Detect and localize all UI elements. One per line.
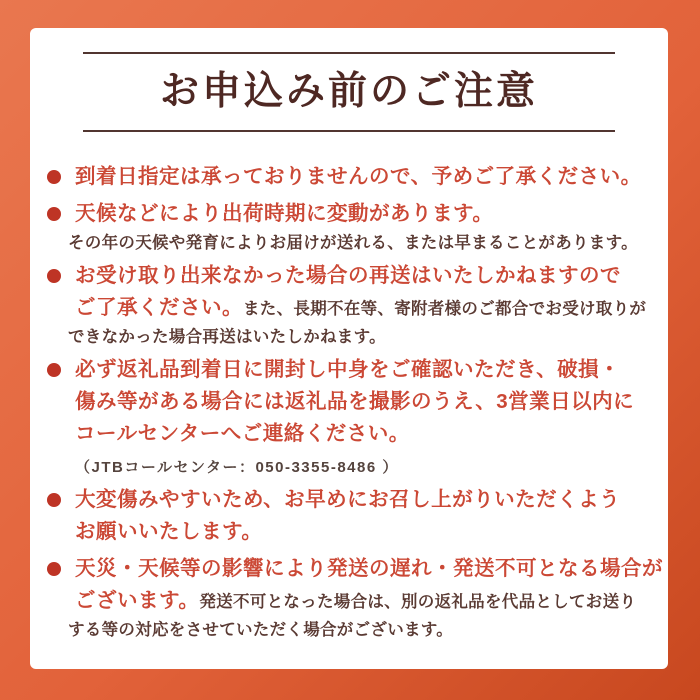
notice-line xyxy=(68,325,646,350)
text-segment: 大変傷みやすいため、お早めにお召し上がりいただくよう xyxy=(75,488,621,511)
notice-line xyxy=(68,618,663,643)
text-segment: また、長期不在等、寄附者様のご都合でお受け取りが xyxy=(243,300,647,318)
notice-line xyxy=(75,586,663,618)
notice-line xyxy=(75,554,663,586)
notice-line xyxy=(75,199,640,231)
notice-panel xyxy=(30,28,668,669)
notice-line xyxy=(75,485,640,517)
text-segment: 傷み等がある場合には返礼品を撮影のうえ、3営業日以内に xyxy=(75,390,635,413)
notice-line xyxy=(75,162,642,194)
text-segment: ご了承ください。 xyxy=(75,296,243,319)
notice-text-block xyxy=(68,554,663,643)
notice-line xyxy=(75,355,640,387)
notice-text-block xyxy=(75,485,640,549)
notice-line xyxy=(75,293,646,325)
notice-item xyxy=(47,261,647,350)
notice-line xyxy=(75,455,640,480)
text-segment: する等の対応をさせていただく場合がございます。 xyxy=(68,621,454,639)
notice-item xyxy=(47,162,640,194)
text-segment: できなかった場合再送はいたしかねます。 xyxy=(68,328,386,346)
text-segment: ございます。 xyxy=(75,589,200,612)
notice-item xyxy=(47,485,640,549)
text-segment: 発送不可となった場合は、別の返礼品を代品としてお送り xyxy=(199,593,637,611)
notice-text-block xyxy=(68,199,640,256)
text-segment: 天災・天候等の影響により発送の遅れ・発送不可となる場合が xyxy=(75,557,663,580)
bullet-icon xyxy=(47,170,61,184)
bullet-icon xyxy=(47,363,61,377)
bullet-icon xyxy=(47,562,61,576)
text-segment: （JTBコールセンター：050-3355-8486 ） xyxy=(75,459,399,476)
page-title: お申込み前のご注意 xyxy=(159,70,538,113)
bullet-icon xyxy=(47,493,61,507)
notice-line xyxy=(75,419,640,451)
bullet-icon xyxy=(47,207,61,221)
notice-item xyxy=(47,199,640,256)
notice-line xyxy=(75,261,646,293)
notice-text-block xyxy=(68,261,647,350)
text-segment: お願いいたします。 xyxy=(75,520,263,543)
text-segment: お受け取り出来なかった場合の再送はいたしかねますので xyxy=(75,264,621,287)
notice-item xyxy=(47,554,663,643)
title-divider-block xyxy=(83,52,615,132)
notice-item xyxy=(47,355,640,480)
bullet-icon xyxy=(47,269,61,283)
notice-line xyxy=(75,387,640,419)
text-segment: 到着日指定は承っておりませんので、予めご了承ください。 xyxy=(75,165,642,188)
notice-list xyxy=(47,162,663,643)
notice-text-block xyxy=(75,355,640,480)
text-segment: 必ず返礼品到着日に開封し中身をご確認いただき、破損・ xyxy=(75,358,621,381)
text-segment: コールセンターへご連絡ください。 xyxy=(75,422,410,445)
notice-text-block xyxy=(75,162,642,194)
notice-line xyxy=(68,231,640,256)
text-segment: その年の天候や発育によりお届けが送れる、または早まることがあります。 xyxy=(68,234,638,252)
notice-line xyxy=(75,517,640,549)
text-segment: 天候などにより出荷時期に変動があります。 xyxy=(75,202,494,225)
